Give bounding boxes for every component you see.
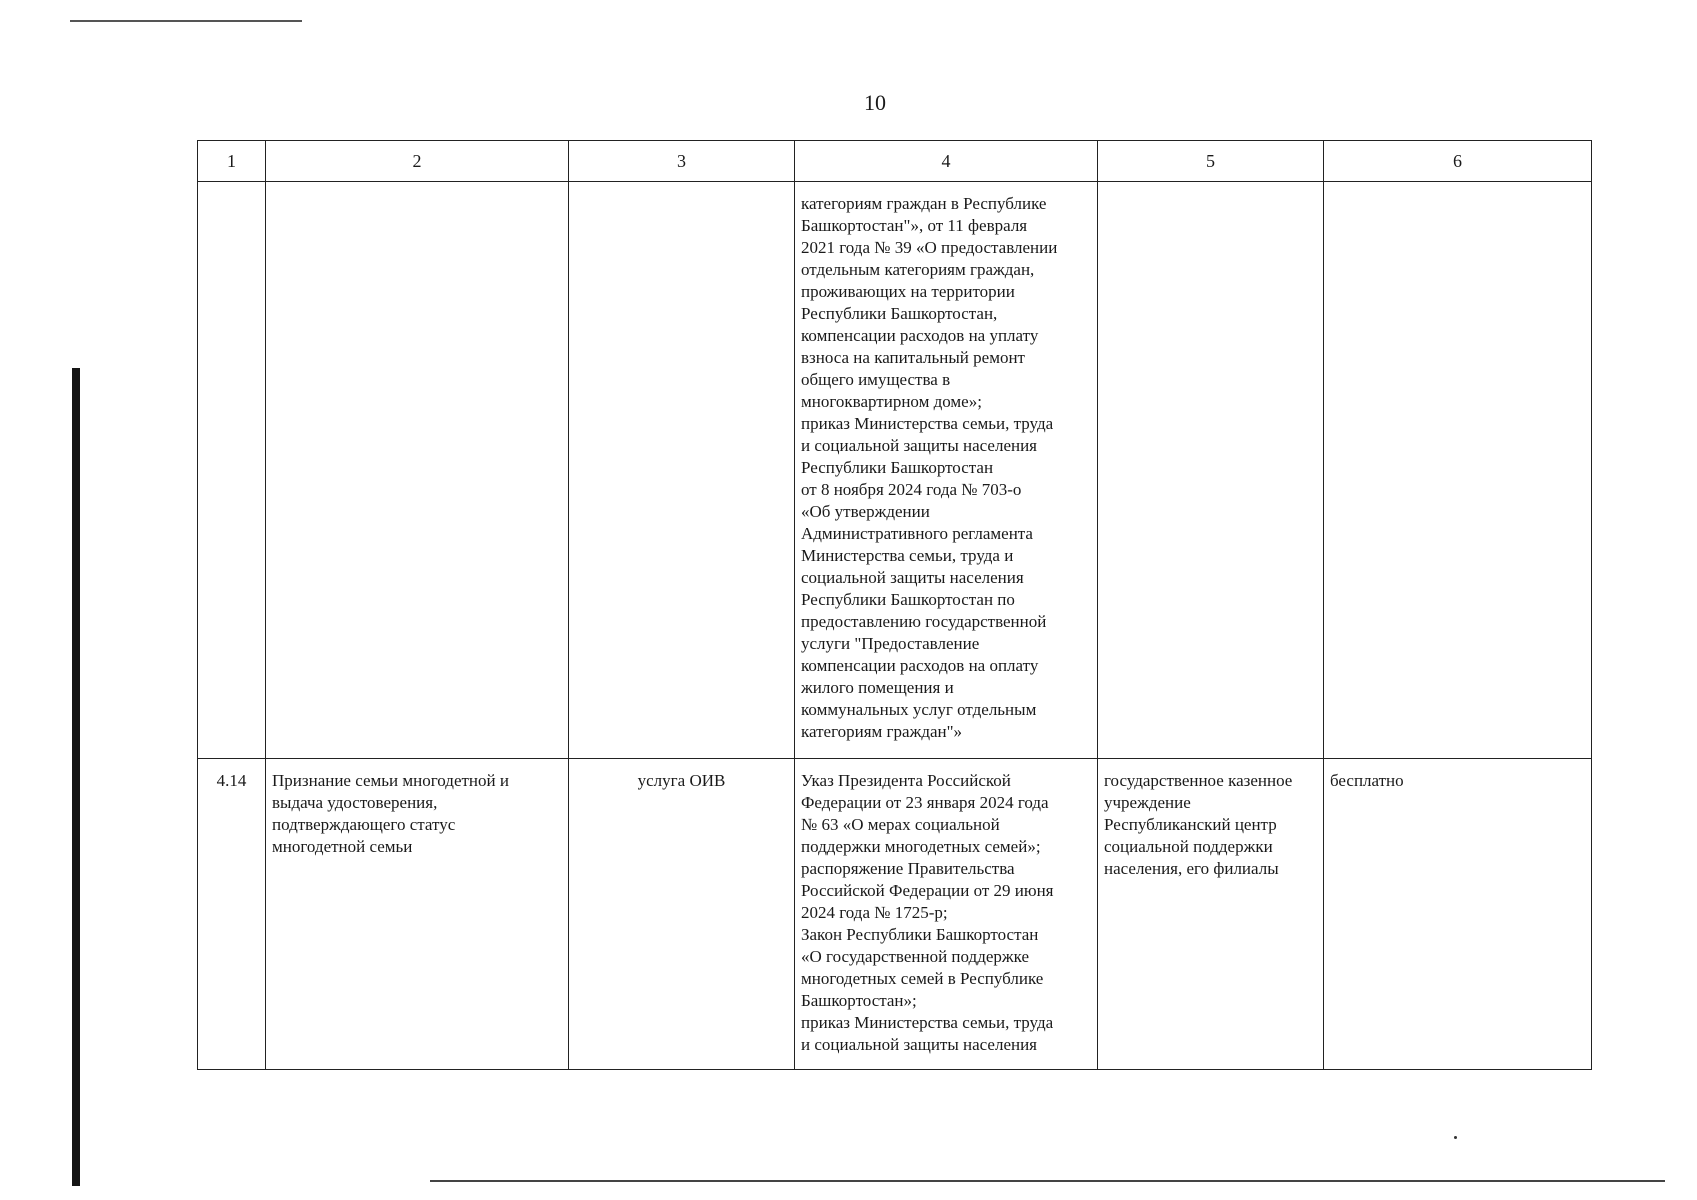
table-row bbox=[198, 182, 1592, 759]
service-type-cell bbox=[569, 759, 795, 1070]
cost-cell bbox=[1324, 759, 1592, 1070]
service-name: Признание семьи многодетной и выдача удостоверения, подтверждающего статус многодетной семьи bbox=[272, 771, 509, 856]
legal-basis-cell bbox=[795, 182, 1098, 759]
service-name bbox=[266, 182, 568, 197]
service-name-cell bbox=[266, 182, 569, 759]
legal-basis: категориям граждан в Республике Башкортостан"», от 11 февраля 2021 года № 39 «О предоставлении отдельным категориям граждан, проживающих на территории Республики Башкортостан, компенсации расходов на уплату взноса на капитальный ремонт общего имущества в многоквартирном доме»; приказ Министерства семьи, труда и социальной защиты населения Республики Башкортостан от 8 ноября 2024 года № 703-о «Об утверждении Административного регламента Министерства семьи, труда и социальной защиты населения Республики Башкортостан по предоставлению государственной услуги "Предоставление компенсации расходов на оплату жилого помещения и коммунальных услуг отдельным категориям граждан"» bbox=[801, 194, 1058, 741]
row-number-cell bbox=[198, 759, 266, 1070]
column-header: 4 bbox=[795, 141, 1098, 182]
provider: государственное казенное учреждение Республиканский центр социальной поддержки населения, его филиалы bbox=[1104, 771, 1293, 878]
provider bbox=[1098, 182, 1323, 197]
column-header: 3 bbox=[569, 141, 795, 182]
provider-cell bbox=[1098, 182, 1324, 759]
scan-line-top bbox=[70, 20, 302, 22]
service-type bbox=[569, 182, 794, 197]
page-number: 10 bbox=[864, 90, 886, 115]
cost: бесплатно bbox=[1330, 771, 1404, 790]
legal-basis: Указ Президента Российской Федерации от 23 января 2024 года № 63 «О мерах социальной поддержки многодетных семей»; распоряжение Правительства Российской Федерации от 29 июня 2024 года № 1725-р; Закон Республики Башкортостан «О государственной поддержке многодетных семей в Республике Башкортостан»; приказ Министерства семьи, труда и социальной защиты населения bbox=[801, 771, 1054, 1054]
scan-speck bbox=[1454, 1136, 1457, 1139]
column-header: 1 bbox=[198, 141, 266, 182]
legal-basis-cell bbox=[795, 759, 1098, 1070]
column-header: 2 bbox=[266, 141, 569, 182]
service-type: услуга ОИВ bbox=[637, 771, 726, 790]
service-type-cell bbox=[569, 182, 795, 759]
cost-cell bbox=[1324, 182, 1592, 759]
row-number: 4.14 bbox=[216, 771, 247, 790]
provider-cell bbox=[1098, 759, 1324, 1070]
row-number bbox=[198, 182, 265, 197]
row-number-cell bbox=[198, 182, 266, 759]
service-name-cell bbox=[266, 759, 569, 1070]
table-header-row bbox=[198, 141, 1592, 182]
cost bbox=[1324, 182, 1591, 197]
column-header: 6 bbox=[1324, 141, 1592, 182]
table-row bbox=[198, 759, 1592, 1070]
scan-edge-bar bbox=[72, 368, 80, 1186]
services-table bbox=[197, 140, 1592, 1070]
column-header: 5 bbox=[1098, 141, 1324, 182]
scan-line-bottom bbox=[430, 1180, 1665, 1182]
